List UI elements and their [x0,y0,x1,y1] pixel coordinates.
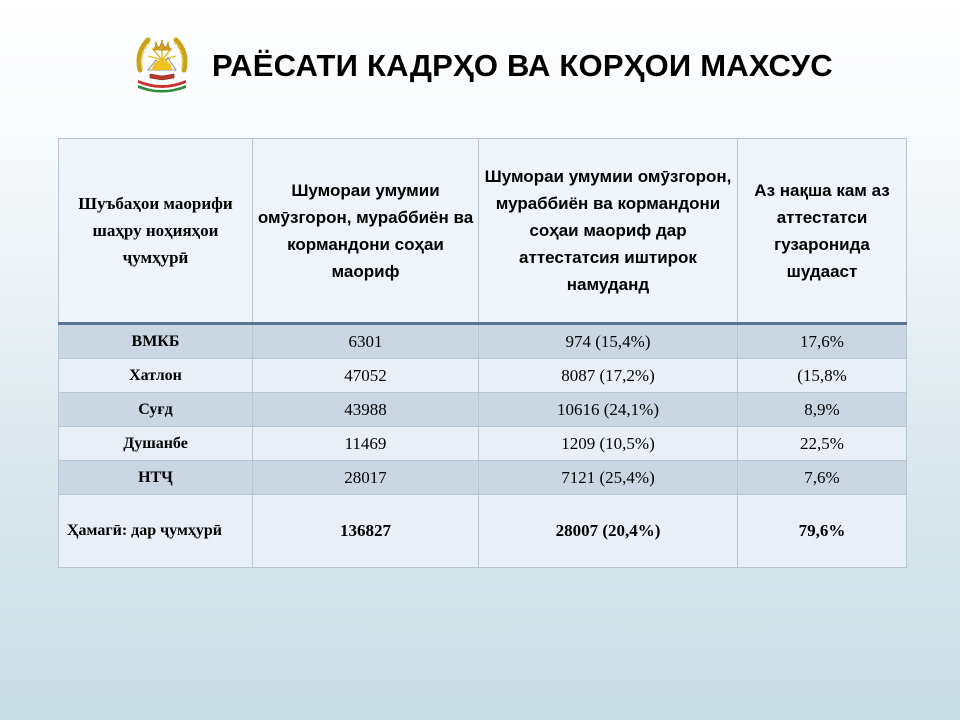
shortfall-cell: (15,8% [738,359,907,393]
region-cell: ВМКБ [59,324,253,359]
column-header-total-staff: Шумораи умумии омӯзгорон, мураббиён ва кормандони соҳаи маориф [253,139,479,324]
table-header-row [59,139,907,324]
tajikistan-coat-of-arms-icon [130,30,194,94]
total-shortfall-cell: 79,6% [738,495,907,568]
region-cell: Душанбе [59,427,253,461]
attested-cell: 7121 (25,4%) [479,461,738,495]
total-cell: 43988 [253,393,479,427]
shortfall-cell: 17,6% [738,324,907,359]
table-row [59,359,907,393]
total-region-cell: Ҳамагӣ: дар ҷумҳурӣ [59,495,253,568]
column-header-shortfall: Аз нақша кам аз аттестатси гузаронида шудааст [738,139,907,324]
column-header-region: Шуъбаҳои маорифи шаҳру ноҳияҳои ҷумҳурӣ [59,139,253,324]
region-cell: Суғд [59,393,253,427]
shortfall-cell: 8,9% [738,393,907,427]
table-row [59,393,907,427]
attested-cell: 1209 (10,5%) [479,427,738,461]
region-cell: НТҶ [59,461,253,495]
shortfall-cell: 7,6% [738,461,907,495]
total-attested-cell: 28007 (20,4%) [479,495,738,568]
total-staff-cell: 136827 [253,495,479,568]
table-total-row [59,495,907,568]
total-cell: 28017 [253,461,479,495]
attestation-table [58,138,907,568]
total-cell: 11469 [253,427,479,461]
table-row [59,427,907,461]
total-cell: 6301 [253,324,479,359]
shortfall-cell: 22,5% [738,427,907,461]
attested-cell: 974 (15,4%) [479,324,738,359]
attested-cell: 10616 (24,1%) [479,393,738,427]
table-row [59,461,907,495]
total-cell: 47052 [253,359,479,393]
column-header-attested-staff: Шумораи умумии омӯзгорон, мураббиён ва кормандони соҳаи маориф дар аттестатсия иштирок намуданд [479,139,738,324]
region-cell: Хатлон [59,359,253,393]
page-title: РАЁСАТИ КАДРҲО ВА КОРҲОИ МАХСУС [212,48,833,83]
attested-cell: 8087 (17,2%) [479,359,738,393]
table-row [59,324,907,359]
